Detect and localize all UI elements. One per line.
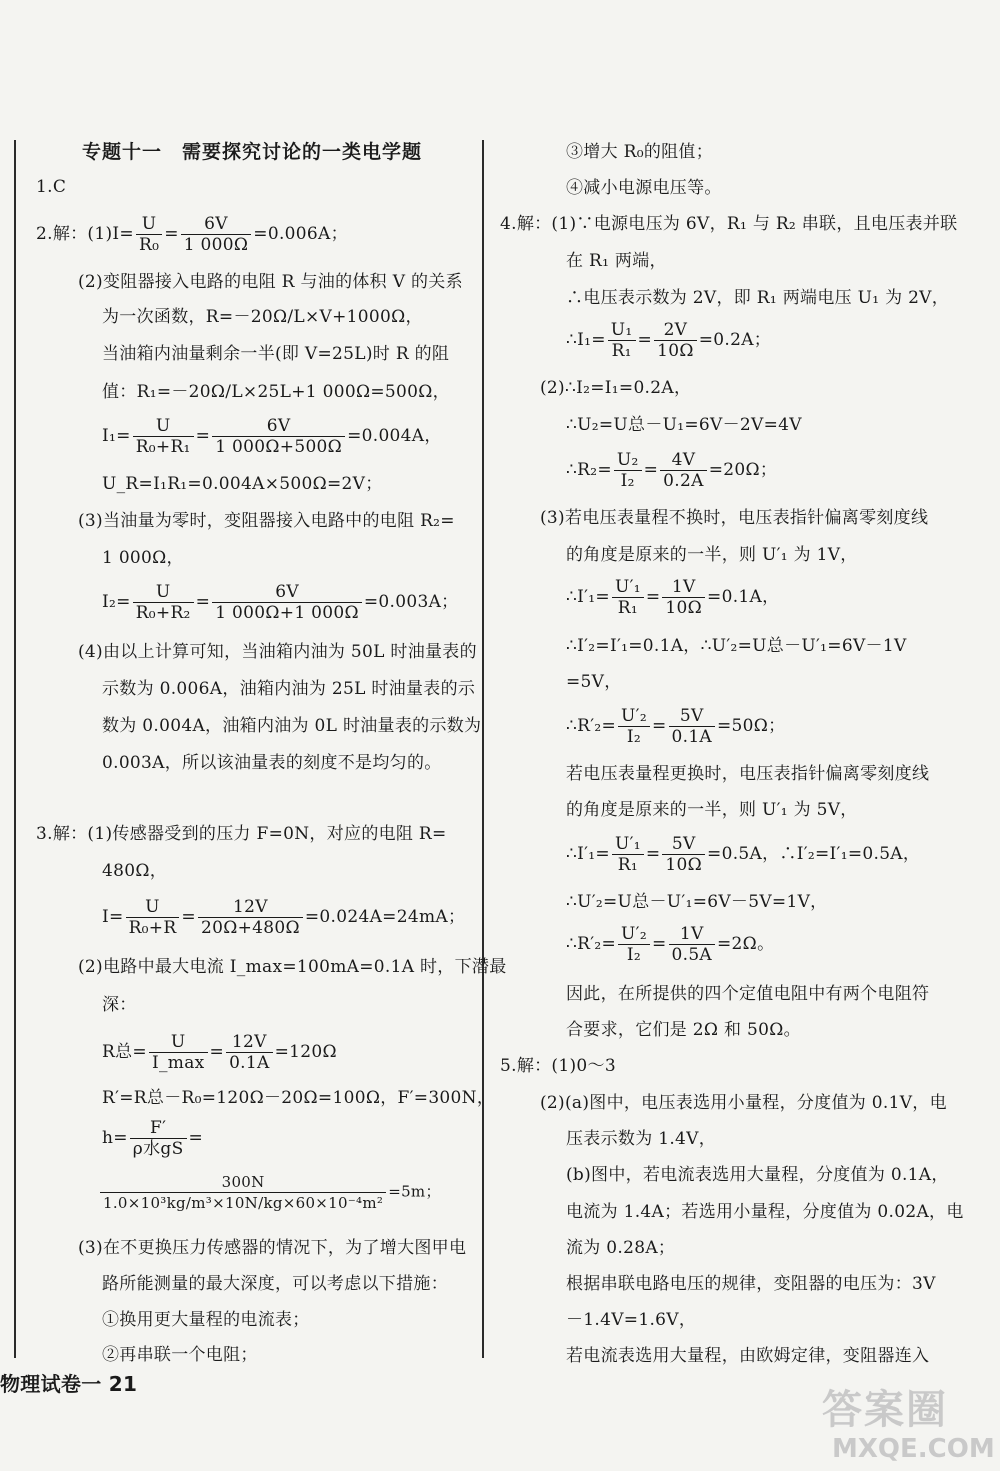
answer-q1: 1.C — [36, 177, 67, 197]
denominator: 10Ω — [665, 855, 703, 875]
denominator: 0.1A — [229, 1053, 270, 1073]
formula-result: =0.2A； — [698, 330, 772, 350]
formula-lhs: ∴I′₁= — [566, 587, 610, 607]
text-line: (4)由以上计算可知，当油箱内油为 50L 时油量表的 — [78, 642, 477, 662]
equals: = — [209, 1042, 225, 1062]
text-line: 4.解：(1)∵电源电压为 6V，R₁ 与 R₂ 串联，且电压表并联 — [500, 214, 958, 234]
formula-line — [102, 897, 465, 938]
denominator: I₂ — [620, 471, 635, 491]
formula-result: =0.003A； — [363, 592, 459, 612]
fraction — [133, 582, 194, 623]
numerator: U′₂ — [618, 706, 650, 727]
formula-result: =0.1A， — [707, 587, 780, 607]
text-line: 为一次函数，R=－20Ω/L×V+1000Ω， — [102, 307, 423, 327]
equals: = — [164, 224, 179, 244]
fraction — [614, 450, 642, 491]
numerator: U — [149, 1032, 208, 1053]
text-line: 若电压表量程更换时，电压表指针偏离零刻度线 — [566, 764, 930, 784]
text-line: R′=R总－R₀=120Ω－20Ω=100Ω，F′=300N， — [102, 1088, 495, 1108]
text-line: 压表示数为 1.4V， — [566, 1129, 717, 1149]
fraction — [133, 416, 194, 457]
numerator: U′₁ — [612, 577, 644, 598]
fraction — [612, 577, 644, 618]
text-line: (3)在不更换压力传感器的情况下，为了增大图甲电 — [78, 1238, 467, 1258]
text-line: 480Ω， — [102, 861, 168, 881]
equals: = — [645, 844, 661, 864]
numerator: U — [136, 214, 162, 235]
denominator: 10Ω — [665, 598, 703, 618]
denominator: 1 000Ω+500Ω — [215, 437, 343, 457]
text-line: 示数为 0.006A，油箱内油为 25L 时油量表的示 — [102, 679, 476, 699]
numerator: 12V — [198, 897, 303, 918]
text-line: =5V， — [566, 672, 622, 692]
formula-result: =0.5A，∴I′₂=I′₁=0.5A， — [707, 844, 921, 864]
formula-line — [566, 924, 774, 965]
equals: = — [651, 716, 667, 736]
equals: = — [195, 592, 211, 612]
formula-lhs: ∴I₁= — [566, 330, 606, 350]
text-line: 电流为 1.4A；若选用小量程，分度值为 0.02A，电 — [566, 1202, 964, 1222]
text-line: 5.解：(1)0～3 — [500, 1056, 616, 1076]
fraction — [660, 450, 707, 491]
text-line: (3)当油量为零时，变阻器接入电路中的电阻 R₂= — [78, 511, 455, 531]
numerator: U₂ — [614, 450, 642, 471]
text-line: 的角度是原来的一半，则 U′₁ 为 5V， — [566, 800, 858, 820]
equals: = — [637, 330, 653, 350]
fraction — [662, 577, 705, 618]
answer-q2-part1 — [36, 214, 348, 255]
formula-result: =2Ω。 — [717, 934, 775, 954]
fraction — [198, 897, 303, 938]
numerator: 4V — [660, 450, 707, 471]
numerator: U′₂ — [618, 924, 650, 945]
text-line: ①换用更大量程的电流表； — [102, 1310, 310, 1330]
fraction — [662, 834, 705, 875]
formula-lhs: I₁= — [102, 426, 131, 446]
fraction — [618, 924, 650, 965]
denominator: R₀+R₁ — [135, 437, 191, 457]
denominator: ρ水gS — [132, 1139, 184, 1159]
equals: = — [181, 907, 196, 927]
numerator: 6V — [181, 214, 252, 235]
denominator: 0.1A — [671, 727, 713, 747]
numerator: 6V — [212, 416, 345, 437]
text-line: 根据串联电路电压的规律，变阻器的电压为：3V — [566, 1274, 936, 1294]
denominator: 1 000Ω — [183, 235, 249, 255]
numerator: 1V — [669, 924, 716, 945]
text-line: 合要求，它们是 2Ω 和 50Ω。 — [566, 1020, 801, 1040]
denominator: R₀ — [138, 235, 160, 255]
text-line: 的角度是原来的一半，则 U′₁ 为 1V， — [566, 545, 858, 565]
formula-line — [566, 450, 777, 491]
text-line: 若电流表选用大量程，由欧姆定律，变阻器连入 — [566, 1346, 930, 1366]
fraction — [669, 706, 716, 747]
formula-result: =0.024A=24mA； — [304, 907, 466, 927]
numerator: U — [126, 897, 180, 918]
numerator: U — [133, 582, 194, 603]
formula-lhs: ∴R₂= — [566, 460, 612, 480]
text-line: U_R=I₁R₁=0.004A×500Ω=2V； — [102, 474, 383, 494]
denominator: I₂ — [626, 945, 642, 965]
formula-lhs: R总= — [102, 1042, 147, 1062]
fraction — [126, 897, 180, 938]
equals: = — [643, 460, 659, 480]
numerator: 1V — [662, 577, 705, 598]
column-divider — [482, 140, 484, 1358]
page-footer: 物理试卷一 21 — [0, 1372, 138, 1396]
fraction — [608, 320, 636, 361]
fraction — [181, 214, 252, 255]
text-line: ②再串联一个电阻； — [102, 1345, 258, 1365]
text-line: ∴U′₂=U总－U′₁=6V－5V=1V， — [566, 892, 828, 912]
denominator: R₀+R — [128, 918, 177, 938]
text-line: (2)∴I₂=I₁=0.2A， — [540, 378, 692, 398]
numerator: U — [133, 416, 194, 437]
formula-line — [566, 577, 779, 618]
denominator: 20Ω+480Ω — [200, 918, 300, 938]
numerator: 5V — [669, 706, 716, 727]
denominator: I_max — [151, 1053, 205, 1073]
text-line: 3.解：(1)传感器受到的压力 F=0N，对应的电阻 R= — [36, 824, 447, 844]
numerator: U′₁ — [612, 834, 644, 855]
text-line: 流为 0.28A； — [566, 1238, 676, 1258]
fraction — [618, 706, 650, 747]
formula-line — [102, 582, 458, 623]
denominator: 1 000Ω+1 000Ω — [215, 603, 359, 623]
formula-lhs: h= — [102, 1128, 128, 1148]
equals: = — [195, 426, 211, 446]
watermark-url: MXQE.COM — [832, 1434, 995, 1464]
text-line: ③增大 R₀的阻值； — [566, 142, 714, 162]
text-line: 深： — [102, 995, 137, 1015]
formula-result: =120Ω — [274, 1042, 337, 1062]
denominator: 10Ω — [657, 341, 694, 361]
numerator: 5V — [662, 834, 705, 855]
formula-line — [566, 706, 786, 747]
numerator: F′ — [130, 1118, 187, 1139]
text-line: (3)若电压表量程不换时，电压表指针偏离零刻度线 — [540, 508, 929, 528]
text-line: ∴电压表示数为 2V，即 R₁ 两端电压 U₁ 为 2V， — [566, 288, 950, 308]
formula-lhs: I= — [102, 907, 124, 927]
numerator: U₁ — [608, 320, 636, 341]
formula-line — [102, 1118, 203, 1159]
fraction — [149, 1032, 208, 1073]
denominator: R₁ — [611, 341, 632, 361]
formula-line — [102, 1032, 337, 1073]
text-line: 0.003A，所以该油量表的刻度不是均匀的。 — [102, 753, 442, 773]
formula-line — [566, 320, 771, 361]
text-line: ∴I′₂=I′₁=0.1A，∴U′₂=U总－U′₁=6V－1V — [566, 636, 907, 656]
formula-line — [566, 834, 920, 875]
formula-result: =5m； — [388, 1182, 441, 1201]
page-title: 专题十一 需要探究讨论的一类电学题 — [82, 141, 423, 163]
numerator: 2V — [654, 320, 697, 341]
fraction — [226, 1032, 273, 1073]
formula-line — [98, 1172, 441, 1213]
text-line: ∴U₂=U总－U₁=6V－2V=4V — [566, 415, 802, 435]
denominator: 0.5A — [671, 945, 713, 965]
text-line: 路所能测量的最大深度，可以考虑以下措施： — [102, 1274, 448, 1294]
fraction — [136, 214, 162, 255]
formula-lhs: I= — [112, 224, 134, 244]
formula-result: =50Ω； — [717, 716, 786, 736]
left-margin-rule — [14, 140, 16, 1358]
formula-lhs: ∴I′₁= — [566, 844, 610, 864]
text-line: (2)变阻器接入电路的电阻 R 与油的体积 V 的关系 — [78, 272, 463, 292]
formula-result: =20Ω； — [708, 460, 778, 480]
watermark-logo: 答案圈 — [822, 1387, 948, 1433]
fraction — [130, 1118, 187, 1159]
formula-line — [102, 416, 442, 457]
equals: = — [645, 587, 661, 607]
text-line: 当油箱内油量剩余一半(即 V=25L)时 R 的阻 — [102, 344, 450, 364]
denominator: 1.0×10³kg/m³×10N/kg×60×10⁻⁴m² — [103, 1194, 384, 1212]
denominator: 0.2A — [663, 471, 704, 491]
formula-lhs: ∴R′₂= — [566, 934, 617, 954]
numerator: 6V — [212, 582, 362, 603]
text-line: ④减小电源电压等。 — [566, 178, 722, 198]
text-line: －1.4V=1.6V， — [566, 1310, 697, 1330]
denominator: R₁ — [617, 855, 639, 875]
text-line: 值：R₁=－20Ω/L×25L+1 000Ω=500Ω， — [102, 382, 450, 402]
denominator: I₂ — [626, 727, 642, 747]
text-line: (2)(a)图中，电压表选用小量程，分度值为 0.1V，电 — [540, 1093, 947, 1113]
text-line: 因此，在所提供的四个定值电阻中有两个电阻符 — [566, 984, 930, 1004]
equals: = — [651, 934, 667, 954]
formula-lhs: I₂= — [102, 592, 131, 612]
formula-result: =0.006A； — [253, 224, 348, 244]
fraction — [212, 416, 345, 457]
fraction — [212, 582, 362, 623]
text-line: (b)图中，若电流表选用大量程，分度值为 0.1A， — [566, 1165, 949, 1185]
numerator: 300N — [100, 1172, 386, 1193]
formula-lhs: ∴R′₂= — [566, 716, 617, 736]
denominator: R₁ — [617, 598, 639, 618]
formula-result: =0.004A， — [347, 426, 442, 446]
fraction — [669, 924, 716, 965]
q2-prefix: 2.解：(1) — [36, 224, 113, 244]
numerator: 12V — [226, 1032, 273, 1053]
denominator: R₀+R₂ — [135, 603, 191, 623]
fraction — [654, 320, 697, 361]
text-line: 在 R₁ 两端， — [566, 251, 667, 271]
text-line: (2)电路中最大电流 I_max=100mA=0.1A 时，下潜最 — [78, 957, 507, 977]
equals: = — [188, 1128, 204, 1148]
text-line: 1 000Ω， — [102, 548, 184, 568]
fraction — [100, 1172, 386, 1213]
fraction — [612, 834, 644, 875]
text-line: 数为 0.004A，油箱内油为 0L 时油量表的示数为 — [102, 716, 482, 736]
